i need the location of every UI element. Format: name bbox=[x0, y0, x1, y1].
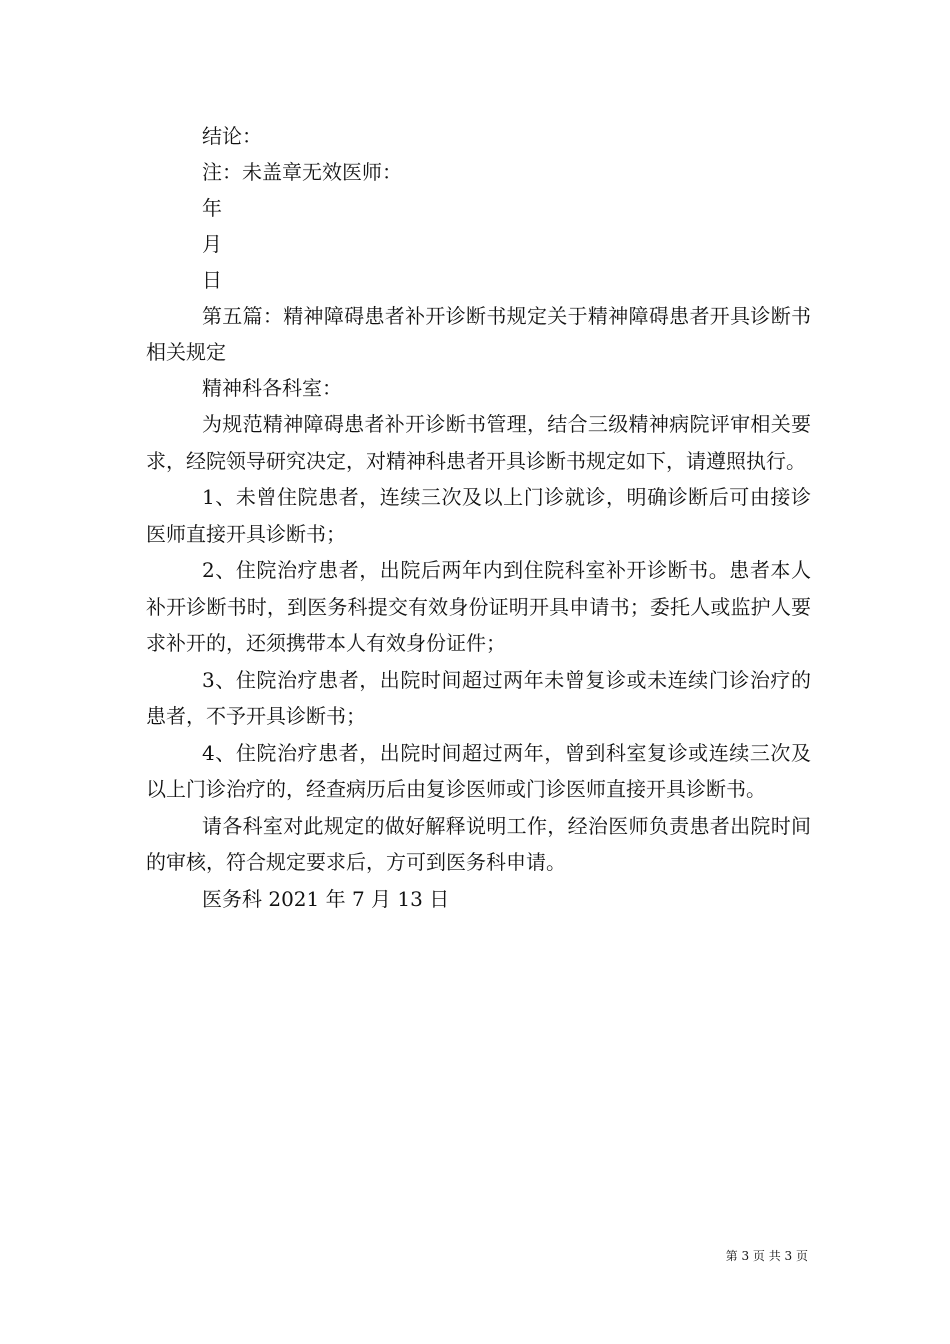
intro-paragraph: 为规范精神障碍患者补开诊断书管理，结合三级精神病院评审相关要求，经院领导研究决定，对精神科患者开具诊断书规定如下，请遵照执行。 bbox=[146, 412, 811, 473]
page-number: 第 3 页 共 3 页 bbox=[725, 1249, 808, 1263]
rule-item: 3、住院治疗患者，出院时间超过两年未曾复诊或未连续门诊治疗的患者，不予开具诊断书； bbox=[146, 667, 811, 728]
rule-item: 2、住院治疗患者，出院后两年内到住院科室补开诊断书。患者本人补开诊断书时，到医务科提交有效身份证明开具申请书；委托人或监护人要求补开的，还须携带本人有效身份证件； bbox=[146, 558, 811, 655]
closing-paragraph: 请各科室对此规定的做好解释说明工作，经治医师负责患者出院时间的审核，符合规定要求后，方可到医务科申请。 bbox=[146, 813, 811, 874]
document-body bbox=[146, 118, 811, 917]
section-title: 第五篇：精神障碍患者补开诊断书规定关于精神障碍患者开具诊断书相关规定 bbox=[146, 304, 811, 364]
rule-item: 4、住院治疗患者，出院时间超过两年，曾到科室复诊或连续三次及以上门诊治疗的，经查病历后由复诊医师或门诊医师直接开具诊断书。 bbox=[146, 740, 811, 801]
month-line: 月 bbox=[202, 232, 222, 256]
signature-date: 医务科 2021 年 7 月 13 日 bbox=[202, 886, 450, 911]
year-line: 年 bbox=[202, 196, 222, 220]
conclusion-line: 结论： bbox=[202, 124, 262, 148]
addressee: 精神科各科室： bbox=[202, 376, 342, 400]
day-line: 日 bbox=[202, 268, 222, 292]
rule-item: 1、未曾住院患者，连续三次及以上门诊就诊，明确诊断后可由接诊医师直接开具诊断书； bbox=[146, 485, 811, 546]
note-line: 注：未盖章无效医师： bbox=[202, 160, 402, 184]
